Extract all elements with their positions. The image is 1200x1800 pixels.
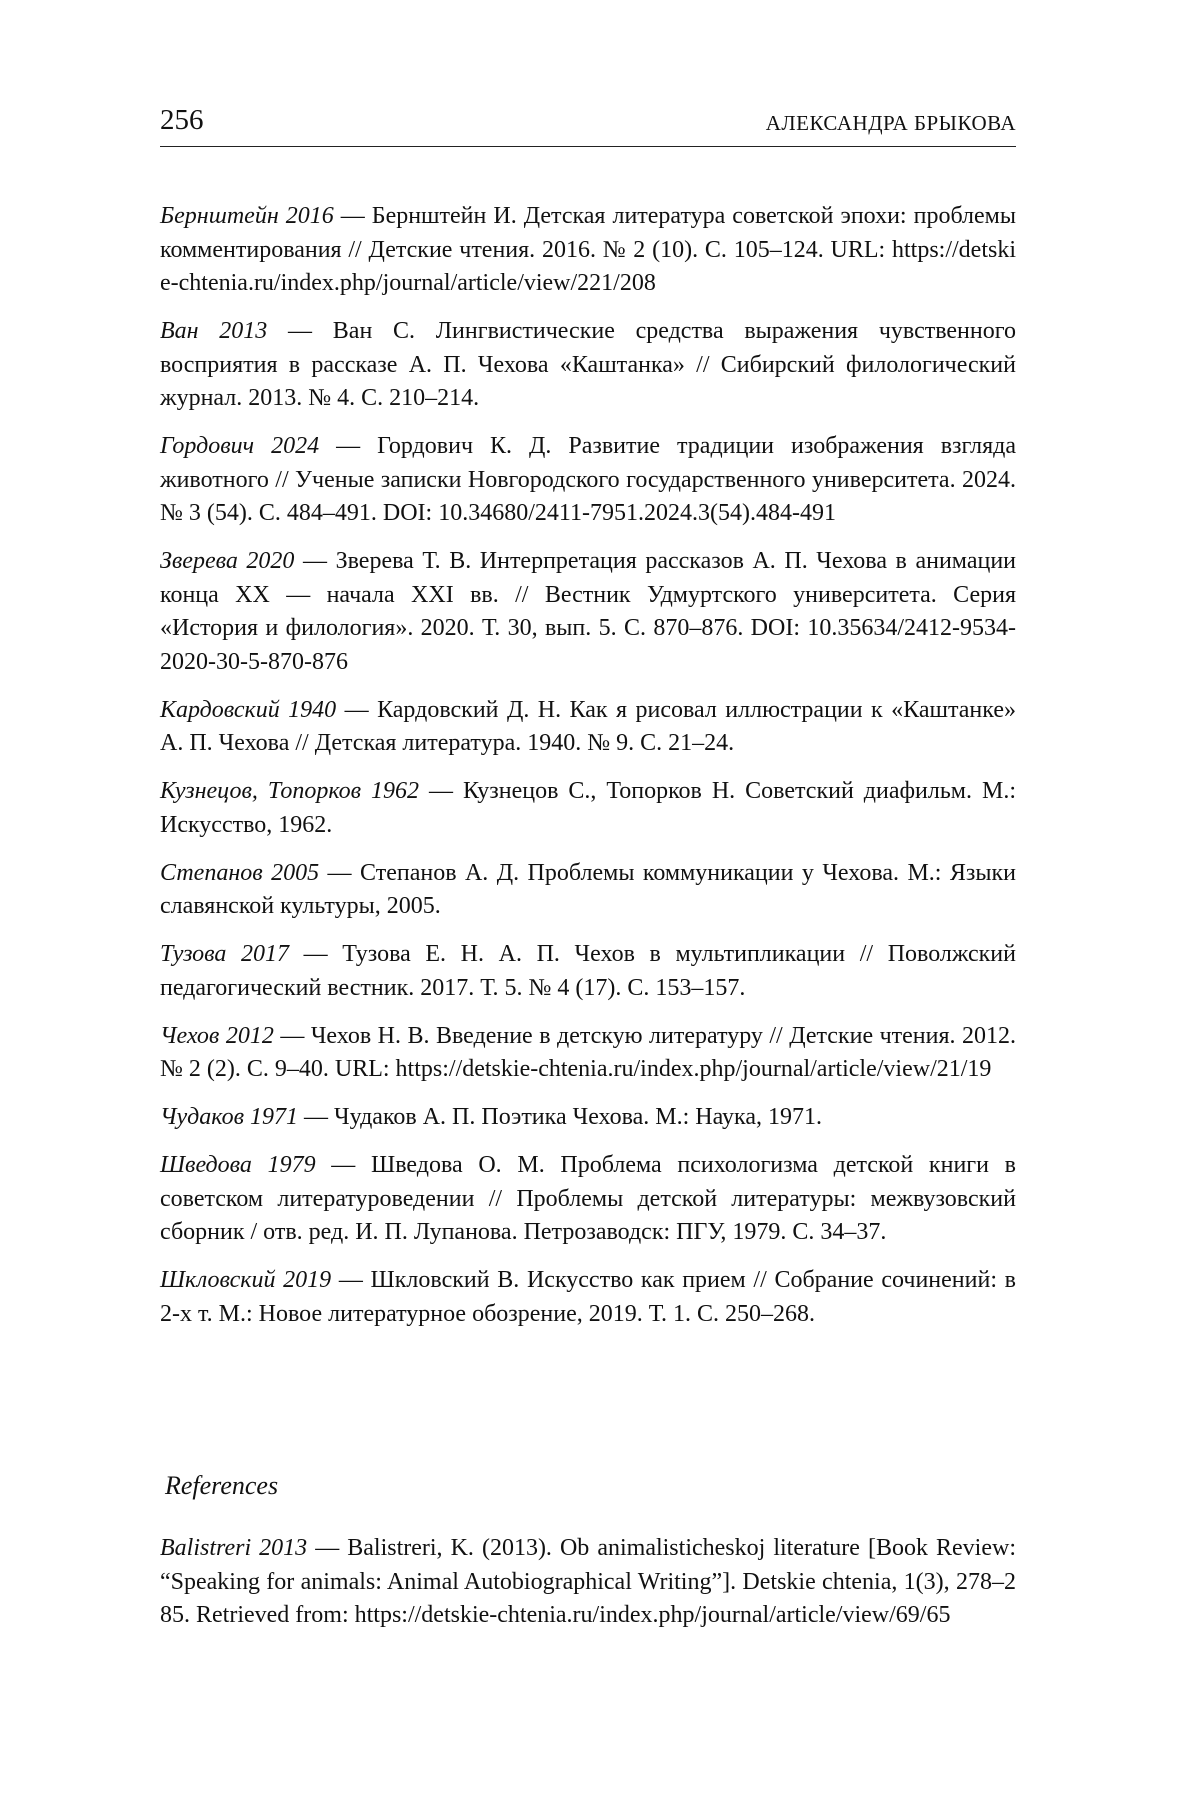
entry-key: Гордович 2024 (160, 433, 320, 459)
entry-dash: — (267, 318, 333, 344)
entry-text: Степанов А. Д. Проблемы коммуникации у Чехова. М.: Языки славянской культуры, 2005. (160, 859, 1017, 919)
entry-text: Чудаков А. П. Поэтика Чехова. М.: Наука, 1971. (334, 1104, 823, 1130)
bibliography-entry (160, 1149, 1016, 1250)
entry-key: Кардовский 1940 (160, 696, 337, 723)
entry-key: Кузнецов, Топорков 1962 (160, 778, 420, 804)
bibliography-entry (160, 694, 1016, 761)
entry-dash: — (294, 548, 336, 574)
entry-key: Шведова 1979 (160, 1152, 316, 1178)
entry-text: Шкловский В. Искусство как прием // Собрание сочинений: в 2-х т. М.: Новое литературное обозрение, 2019. Т. 1. С. 250–268. (160, 1267, 1017, 1327)
entry-key: Тузова 2017 (160, 941, 290, 967)
entry-dash: — (319, 859, 361, 886)
entry-dash: — (273, 1022, 311, 1049)
bibliography-entry (160, 775, 1016, 842)
entry-dash: — (289, 941, 343, 967)
entry-key: Ван 2013 (160, 318, 268, 344)
bibliography-entry (160, 1101, 1016, 1135)
bibliography-entry (160, 938, 1016, 1005)
entry-text: Бернштейн И. Детская литература советской эпохи: проблемы комментирования // Детские чтения. 2016. № 2 (10). С. 105–124. URL: https://detskie-chtenia.ru/index.php/journal/article/view/221/208 (160, 203, 1016, 296)
references-section (160, 1468, 1016, 1647)
entry-key: Шкловский 2019 (160, 1267, 332, 1293)
bibliography-entry (160, 315, 1016, 416)
entry-key: Чехов 2012 (160, 1022, 274, 1049)
entry-dash: — (298, 1104, 334, 1130)
entry-text: Тузова Е. Н. А. П. Чехов в мультипликации // Поволжский педагогический вестник. 2017. Т. 5. № 4 (17). С. 153–157. (160, 941, 1016, 1001)
page (160, 0, 1016, 1800)
entry-key: Зверева 2020 (160, 548, 295, 574)
bibliography-list (160, 200, 1016, 1346)
bibliography-entry (160, 1264, 1016, 1331)
entry-dash: — (419, 778, 464, 804)
entry-dash: — (315, 1152, 372, 1178)
entry-dash: — (333, 203, 372, 229)
entry-text: Balistreri, K. (2013). Ob animalisticheskoj literature [Book Review: “Speaking for animals: Animal Autobiographical Writing”]. Detskie chtenia, 1(3), 278–285. Retrieved from: https://detskie-chtenia.ru/index.php/journal/article/view/69/65 (160, 1535, 1017, 1628)
entry-dash: — (319, 433, 378, 459)
running-head-author: АЛЕКСАНДРА БРЫКОВА (765, 111, 1016, 135)
entry-text: Чехов Н. В. Введение в детскую литературу // Детские чтения. 2012. № 2 (2). С. 9–40. URL: https://detskie-chtenia.ru/index.php/journal/article/view/21/19 (160, 1022, 1017, 1082)
bibliography-entry (160, 857, 1016, 924)
entry-text: Зверева Т. В. Интерпретация рассказов А. П. Чехова в анимации конца XX — начала XXI вв. // Вестник Удмуртского университета. Серия «История и филология». 2020. Т. 30, вып. 5. С. 870–876. DOI: 10.35634/2412-9534-2020-30-5-870-876 (160, 548, 1017, 675)
entry-text: Шведова О. М. Проблема психологизма детской книги в советском литературоведении // Проблемы детской литературы: межвузовский сборник / отв. ред. И. П. Лупанова. Петрозаводск: ПГУ, 1979. С. 34–37. (160, 1152, 1017, 1245)
bibliography-entry (160, 1020, 1016, 1087)
reference-entry (160, 1532, 1016, 1633)
entry-text: Кардовский Д. Н. Как я рисовал иллюстрации к «Каштанке» А. П. Чехова // Детская литература. 1940. № 9. С. 21–24. (160, 696, 1016, 756)
entry-dash: — (336, 696, 378, 723)
entry-key: Balistreri 2013 (160, 1535, 308, 1561)
entry-text: Ван С. Лингвистические средства выражения чувственного восприятия в рассказе А. П. Чехова «Каштанка» // Сибирский филологический журнал. 2013. № 4. С. 210–214. (160, 318, 1016, 411)
bibliography-entry (160, 545, 1016, 679)
entry-text: Кузнецов С., Топорков Н. Советский диафильм. М.: Искусство, 1962. (160, 778, 1016, 838)
page-number: 256 (160, 104, 204, 136)
bibliography-entry (160, 200, 1016, 301)
references-heading: References (165, 1471, 279, 1500)
entry-key: Чудаков 1971 (160, 1104, 298, 1130)
entry-dash: — (331, 1267, 371, 1293)
entry-dash: — (307, 1535, 348, 1561)
entry-key: Бернштейн 2016 (160, 203, 334, 229)
bibliography-entry (160, 430, 1016, 531)
running-head (160, 102, 1016, 147)
entry-text: Гордович К. Д. Развитие традиции изображения взгляда животного // Ученые записки Новгородского государственного университета. 2024. № 3 (54). С. 484–491. DOI: 10.34680/2411-7951.2024.3(54).484-491 (160, 433, 1017, 526)
entry-key: Степанов 2005 (160, 859, 320, 886)
